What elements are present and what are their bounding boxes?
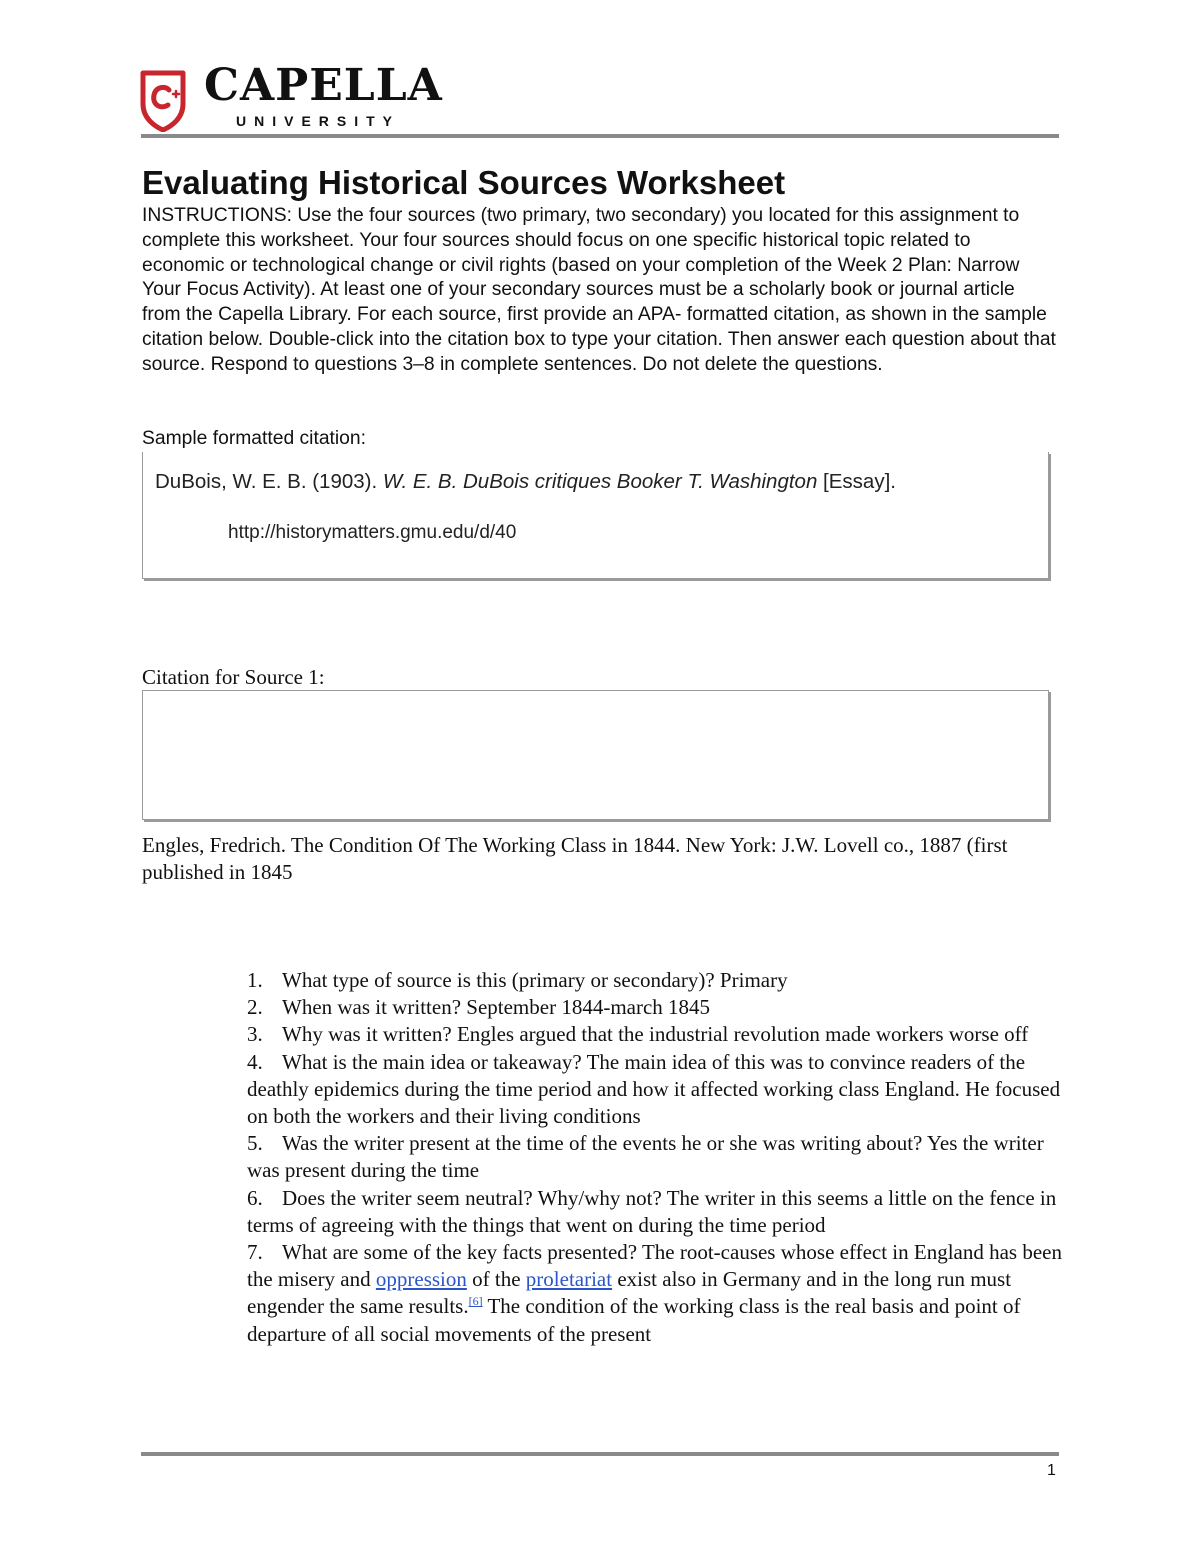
sample-citation-url: http://historymatters.gmu.edu/d/40 [228, 522, 517, 543]
question-item-6: 6. Does the writer seem neutral? Why/why not? The writer in this seems a little on the fence in terms of agreeing with the things that went on during the time period [247, 1185, 1057, 1237]
sample-citation-label: Sample formatted citation: [142, 428, 366, 449]
question-item-2: 2. When was it written? September 1844-march 1845 [247, 995, 711, 1020]
page-number: 1 [1047, 1462, 1056, 1479]
proletariat-link[interactable]: proletariat [525, 1267, 613, 1292]
question-item-5: 5. Was the writer present at the time of the events he or she was writing about? Yes the writer was present during the time [247, 1131, 1044, 1183]
citation-source1-label: Citation for Source 1: [142, 665, 325, 689]
question-item-1: 1. What type of source is this (primary or secondary)? Primary [247, 968, 788, 992]
question-item-4: 4. What is the main idea or takeaway? The main idea of this was to convince readers of the deathly epidemics during the time period and how it affected working class England. He focused on both the workers and their living conditions [247, 1049, 1061, 1129]
logo-wordmark: CAPELLA [204, 60, 443, 111]
logo-subtitle: UNIVERSITY [236, 113, 401, 129]
oppression-link[interactable]: oppression [375, 1267, 467, 1292]
sample-citation-type: [Essay]. [817, 470, 896, 493]
question-item-7: 7. What are some of the key facts presented? The root-causes whose effect in England has been the misery and oppression of the proletariat exist also in Germany and in the long run must engender the same results.[6] The condition of the working class is the real basis and point of departure of all social movements of the present [247, 1240, 1062, 1346]
sample-citation-author: DuBois, W. E. B. (1903). [155, 470, 383, 493]
question-list [247, 967, 1062, 1348]
footnote-link[interactable]: [6] [468, 1294, 483, 1309]
sample-citation-title: W. E. B. DuBois critiques Booker T. Washington [382, 470, 818, 493]
header-divider [141, 134, 1059, 138]
question-item-3: 3. Why was it written? Engles argued that the industrial revolution made workers worse off [247, 1022, 1029, 1047]
page-title: Evaluating Historical Sources Worksheet [142, 164, 786, 201]
capella-shield-logo-icon [140, 70, 186, 132]
citation-source1-input-box[interactable] [142, 690, 1049, 820]
source1-citation-text: Engles, Fredrich. The Condition Of The Working Class in 1844. New York: J.W. Lovell co., 1887 (first published in 1845 [142, 833, 1008, 884]
instructions-text: INSTRUCTIONS: Use the four sources (two primary, two secondary) you located for this assignment to complete this worksheet. Your four sources should focus on one specific historical topic related to economic or technological change or civil rights (based on your completion of the Week 2 Plan: Narrow Your Focus Activity). At least one of your secondary sources must be a scholarly book or journal article from the Capella Library. For each source, first provide an APA- formatted citation, as shown in the sample citation below. Double-click into the citation box to type your citation. Then answer each question about that source. Respond to questions 3–8 in complete sentences. Do not delete the questions. [142, 205, 1056, 375]
sample-citation-text [155, 470, 896, 494]
footer-divider [141, 1452, 1059, 1456]
